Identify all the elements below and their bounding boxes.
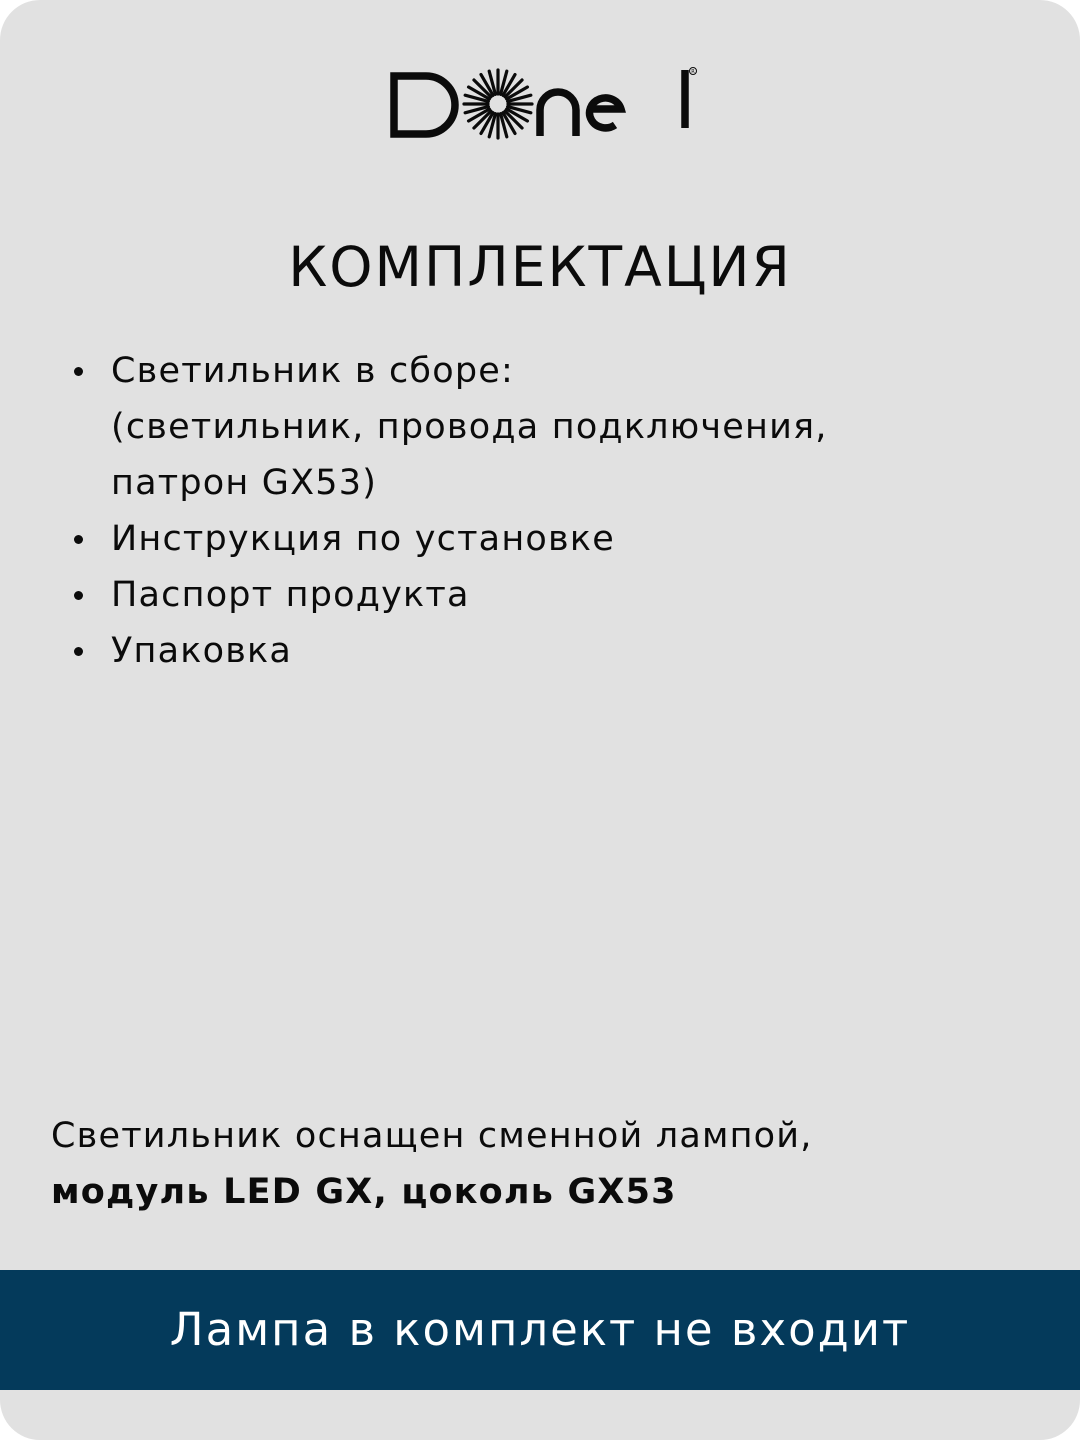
list-item-text: Паспорт продукта bbox=[111, 575, 470, 615]
svg-text:R: R bbox=[691, 69, 695, 75]
bullet-icon bbox=[74, 535, 83, 544]
list-item-text: Инструкция по установке bbox=[111, 519, 615, 559]
list-item-text: Упаковка bbox=[111, 631, 293, 671]
page-title: КОМПЛЕКТАЦИЯ bbox=[288, 235, 792, 299]
lamp-note bbox=[51, 1108, 1041, 1220]
note-text-bold: модуль LED GX, цоколь GX53 bbox=[51, 1172, 677, 1212]
bullet-icon bbox=[74, 647, 83, 656]
list-item-text: (светильник, провода подключения, bbox=[111, 407, 828, 447]
list-item-text: патрон GX53) bbox=[111, 463, 378, 503]
note-text: Светильник оснащен сменной лампой, bbox=[51, 1116, 813, 1156]
list-item bbox=[68, 567, 1028, 623]
list-item bbox=[68, 623, 1028, 679]
bullet-icon bbox=[74, 367, 83, 376]
donel-logo bbox=[388, 62, 700, 146]
bullet-icon bbox=[74, 591, 83, 600]
list-item-text: Светильник в сборе: bbox=[111, 351, 514, 391]
list-item bbox=[68, 343, 1028, 511]
package-contents-list bbox=[68, 343, 1028, 679]
lamp-not-included-banner: Лампа в комплект не входит bbox=[0, 1270, 1080, 1390]
list-item bbox=[68, 511, 1028, 567]
